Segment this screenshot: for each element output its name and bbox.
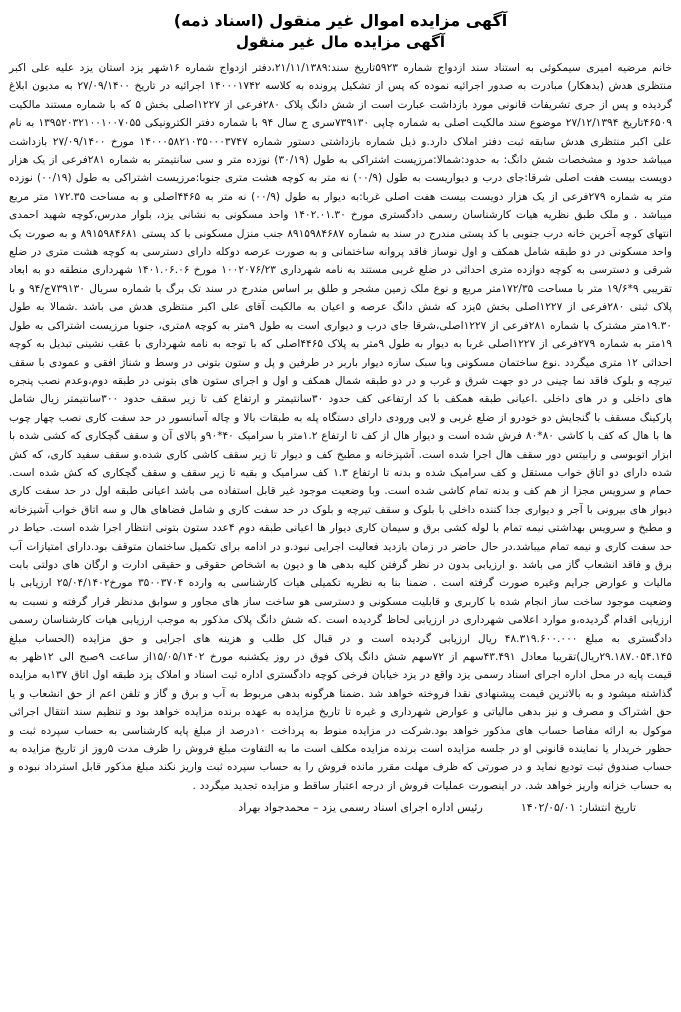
notice-footer bbox=[9, 799, 672, 817]
publish-date: تاریخ انتشار: ۱۴۰۲/۰۵/۰۱ bbox=[520, 801, 636, 815]
notice-title: آگهی مزایده اموال غیر منقول (اسناد ذمه) bbox=[173, 11, 508, 30]
notice-subtitle: آگهی مزایده مال غیر منقول bbox=[235, 33, 445, 51]
notice-body: خانم مرضیه امیری سیمکوئی به استناد سند ازدواج شماره ۵۹۲۳تاریخ سند:۲۱/۱۱/۱۳۸۹،دفتر ازدواج شماره ۱۶شهر یزد استان یزد علیه علی اکبر منتظری هدش (بدهکار) مبادرت به صدور اجرائیه نموده که پس از تشکیل پرونده به کلاسه ۱۴۰۰۰۱۷۴۲ اجرائیه در تاریخ ۲۷/۰۹/۱۴۰۰ به مدیون ابلاغ گردیده و پس از جری تشریفات قانونی مورد بازداشت عبارت است از شش دانگ پلاک ۲۸۰فرعی از ۱۲۲۷اصلی بخش ۵ که با شماره مستند مالکیت ۴۶۵۰۹تاریخ ۲۷/۱۲/۱۳۹۴ موضوع سند مالکیت اصلی به شماره چاپی ۷۳۹۱۳۰سری ج سال ۹۴ با شماره دفتر الکترونیکی ۱۳۹۵۲۰۳۲۱۰۰۱۰۰۷۰۵۵ به نام علی اکبر منتظری هدش سابقه ثبت دفتر املاک دارد.و ذیل شماره بازداشتی دستور شماره ۱۴۰۰۰۵۸۲۱۰۳۵۰۰۰۳۷۴۷ مورخ ۲۷/۰۹/۱۴۰۰ بازداشت میباشد حدود و مشخصات شش دانگ: به حدود:شمالا:مرزیست اشتراکی به طول (۳۰/۱۹) نوزده متر و سی سانتیمتر به شماره ۲۸۱فرعی از یک هزار دویست بیست هفت اصلی شرقا:جای درب و دیواریست به طول (۰۰/۹) نه متر به کوچه هشت متری جنوبا:مرزیست اشتراکی به طول (۰۰/۱۹) نوزده متر به شماره ۲۷۹فرعی از یک هزار دویست بیست هفت اصلی غربا:به دیوار به طول (۰۰/۹) نه متر به ۴۴۶۵اصلی و به مساحت ۱۷۲.۳۵ متر مربع میباشد . و ملک طبق نظریه هیات کارشناسان رسمی دادگستری مورخ ۱۴۰۲.۰۱.۳۰ واحد مسکونی به نشانی یزد، بلوار مدرس،کوچه شهید احمدی انتهای کوچه آخرین خانه درب جنوبی با کد پستی مندرج در سند به شماره ۸۹۱۵۹۸۴۶۸۷ جنب منزل مسکونی با کد پستی ۸۹۱۵۹۸۴۶۸۱ و به صورت یک واحد مسکونی در دو طبقه شامل همکف و اول نوساز فاقد پروانه ساختمانی و به صورت عرصه دوکله دارای دسترسی به کوچه هشت متری در ضلع شرقی و دسترسی به کوچه دوازده متری احداثی در ضلع غربی مستند به نامه شهرداری ۱۰۰۲۰۷۶/۲۳ مورخ ۱۴۰۱.۰۶.۰۶ شهرداری منطقه دو به ابعاد تقریبی ۹*۱۹/۶ متر با مساحت ۱۷۲/۳۵متر مربع و نوع ملک زمین مشجر و طلق بر اساس مندرج در سند تک برگ با شماره سریال ۷۳۹۱۳۰ج/۹۴ و با پلاک ثبتی ۲۸۰فرعی از ۱۲۲۷اصلی بخش ۵یزد که شش دانگ عرصه و اعیان به مالکیت آقای علی اکبر منتظری هدش می باشد .شمالا به طول ۱۹.۳۰متر مشترک با شماره ۲۸۱فرعی از ۱۲۲۷اصلی،شرقا جای درب و دیواری است به طول ۹متر به کوچه ۸متری، جنوبا مرزیست اشتراکی به طول ۱۹متر به شماره ۲۷۹فرعی از ۱۲۲۷اصلی غربا به دیوار به طول ۹متر به پلاک ۴۴۶۵اصلی که با توجه به نامه شهرداری با عقب نشینی تبدیل به کوچه احداثی ۱۲ متری میگردد .نوع ساختمان مسکونی وبا سبک سازه دیوار باربر در طرفین و پل و ستون بتونی در وسط و شناژ افقی و عمودی با سقف تیرچه و بلوک فاقد نما چینی در دو جهت شرق و غرب و در دو طبقه شمال همکف و اول و اجرای ستون های بتونی در طبقه دوم،وعدم نصب پنجره های داخلی و در های داخلی .اعیانی طبقه همکف با کد ارتفاعی کف حدود ۳۰سانتیمتر و ارتفاع کف تا زیر سقف حدود ۳۰۰سانتیمتر زیال شامل پارکینگ مسقف با گنجایش دو خودرو از ضلع غربی و لابی ورودی دارای دستگاه پله به طبقات بالا و چاله آسانسور در حد سفت کاری نصب چهار چوب ها با هال که کف با کاشی ۸۰*۸۰ فرش شده است و دیوار هال از کف تا ارتفاع ۱.۲متر با سرامیک ۴۰*۹۰و بالای آن و سقف گچکاری که کشی شده با ابزار اتوبوسی و رابیتس دور سقف هال اجرا شده است. آشپزخانه و مطبخ کف و دیوار تا زیر سقف کاشی کاری شده.و سقف سفید کاری، که کش شده دارای دو اتاق خواب مستقل و کف سرامیک شده و بدنه تا ارتفاع ۱.۳ کف سرامیک و بقیه تا زیر سقف و سقف گچکاری که کش شده است. حمام و سرویس مجزا از هم کف و بدنه تمام کاشی شده است. وبا وضعیت موجود غیر قابل استفاده می باشد اعیانی طبقه اول در حد سفت کاری دیوار های بیرونی با آجر و دیواری جدا کننده داخلی با بلوک و سقف تیرچه و بلوک در حد سفت کاری و شامل فضاهای هال و سه اتاق خواب آشپزخانه و مطبخ و سرویس بهداشتی نیمه تمام با لوله کشی برق و سیمان کاری دیوار ها اعیانی طبقه دوم ۴عدد ستون بتونی انتظار اجرا شده است. حیاط در حد سفت کاری و نیمه تمام میباشد.در حال حاضر در زمان بازدید فعالیت اجرایی نبود.و در ادامه برای تکمیل ساختمان متوقف بود.دارای امتیازات آب برق و فاقد انشعاب گاز می باشد .و ارزیابی بدون در نظر گرفتن کلیه بدهی ها و دیون به اشخاص حقوقی و حقیقی ادارت و ارگان های دولتی بابت مالیات و عوارض جرایم وغیره صورت گرفته است . ضمنا بنا به نظریه تکمیلی هیات کارشناسی به وارده ۳۵۰۰۳۷۰۴ مورخ۲۵/۰۴/۱۴۰۲ ارزیابی با وضعیت موجود ساخت ساز انجام شده با کاربری و قابلیت مسکونی و دسترسی هو ساخت ساز های مجاور و سوابق مدنظر قرار گرفته و نسبت به ارزیابی اقدام گردیده،و موارد اعلامی شهرداری در ارزیابی لحاظ گردیده است .که شش دانگ پلاک مذکور به موجب ارزیابی هیات کارشناسان رسمی دادگستری به مبلغ ۴۸.۳۱۹.۶۰۰.۰۰۰ ریال ارزیابی گردیده است و در قبال کل طلب و هزینه های اجرایی و حق مزایده (الحساب مبلغ ۲۹.۱۸۷.۰۵۴.۱۴۵ریال)تقریبا معادل ۴۳.۴۹۱سهم از ۷۲سهم شش دانگ پلاک فوق در روز یکشنبه مورخ ۱۵/۰۵/۱۴۰۲از ساعت ۹صبح الی ۱۲ظهر به قیمت پایه در محل اداره اجرای اسناد رسمی یزد واقع در یزد خیابان فرخی کوچه دادگستری اداره ثبت اسناد و املاک یزد طبقه اول اتاق ۱۳۷به مزایده گذاشته میشود و به بالاترین قیمت پیشنهادی نقدا فروخته خواهد شد .ضمنا هرگونه بدهی مربوط به آب و برق و گاز و تلفن اعم از حق انشعاب و یا حق اشتراک و مصرف و نیز بدهی مالیاتی و عوارض شهرداری و غیره تا تاریخ مزایده به عهده برنده مزایده خواهد بود و تنظیم سند انتقال اجرائی موکول به ارائه مفاصا حساب های مذکور خواهد بود.شرکت در مزایده منوط به پرداخت ۱۰درصد از مبلغ پایه کارشناسی به حساب سپرده ثبت و حظور خریدار یا نماینده قانونی او در جلسه مزایده است برنده مزایده مکلف است ما به التفاوت مبلغ فروش را ظرف مدت ۵روز از تاریخ مزایده به حساب صندوق ثبت تودیع نماید و در صورتی که ظرف مهلت مقرر مانده فروش را به حساب سپرده ثبت واریز نکند مبلغ مذکور قابل استرداد نبوده و به حساب خزانه واریز خواهد شد. در اینصورت عملیات فروش از درجه اعتبار ساقط و مزایده تجدید میگردد . bbox=[9, 62, 673, 792]
signature: رئیس اداره اجرای اسناد رسمی یزد – محمدجواد بهراد bbox=[238, 801, 483, 815]
